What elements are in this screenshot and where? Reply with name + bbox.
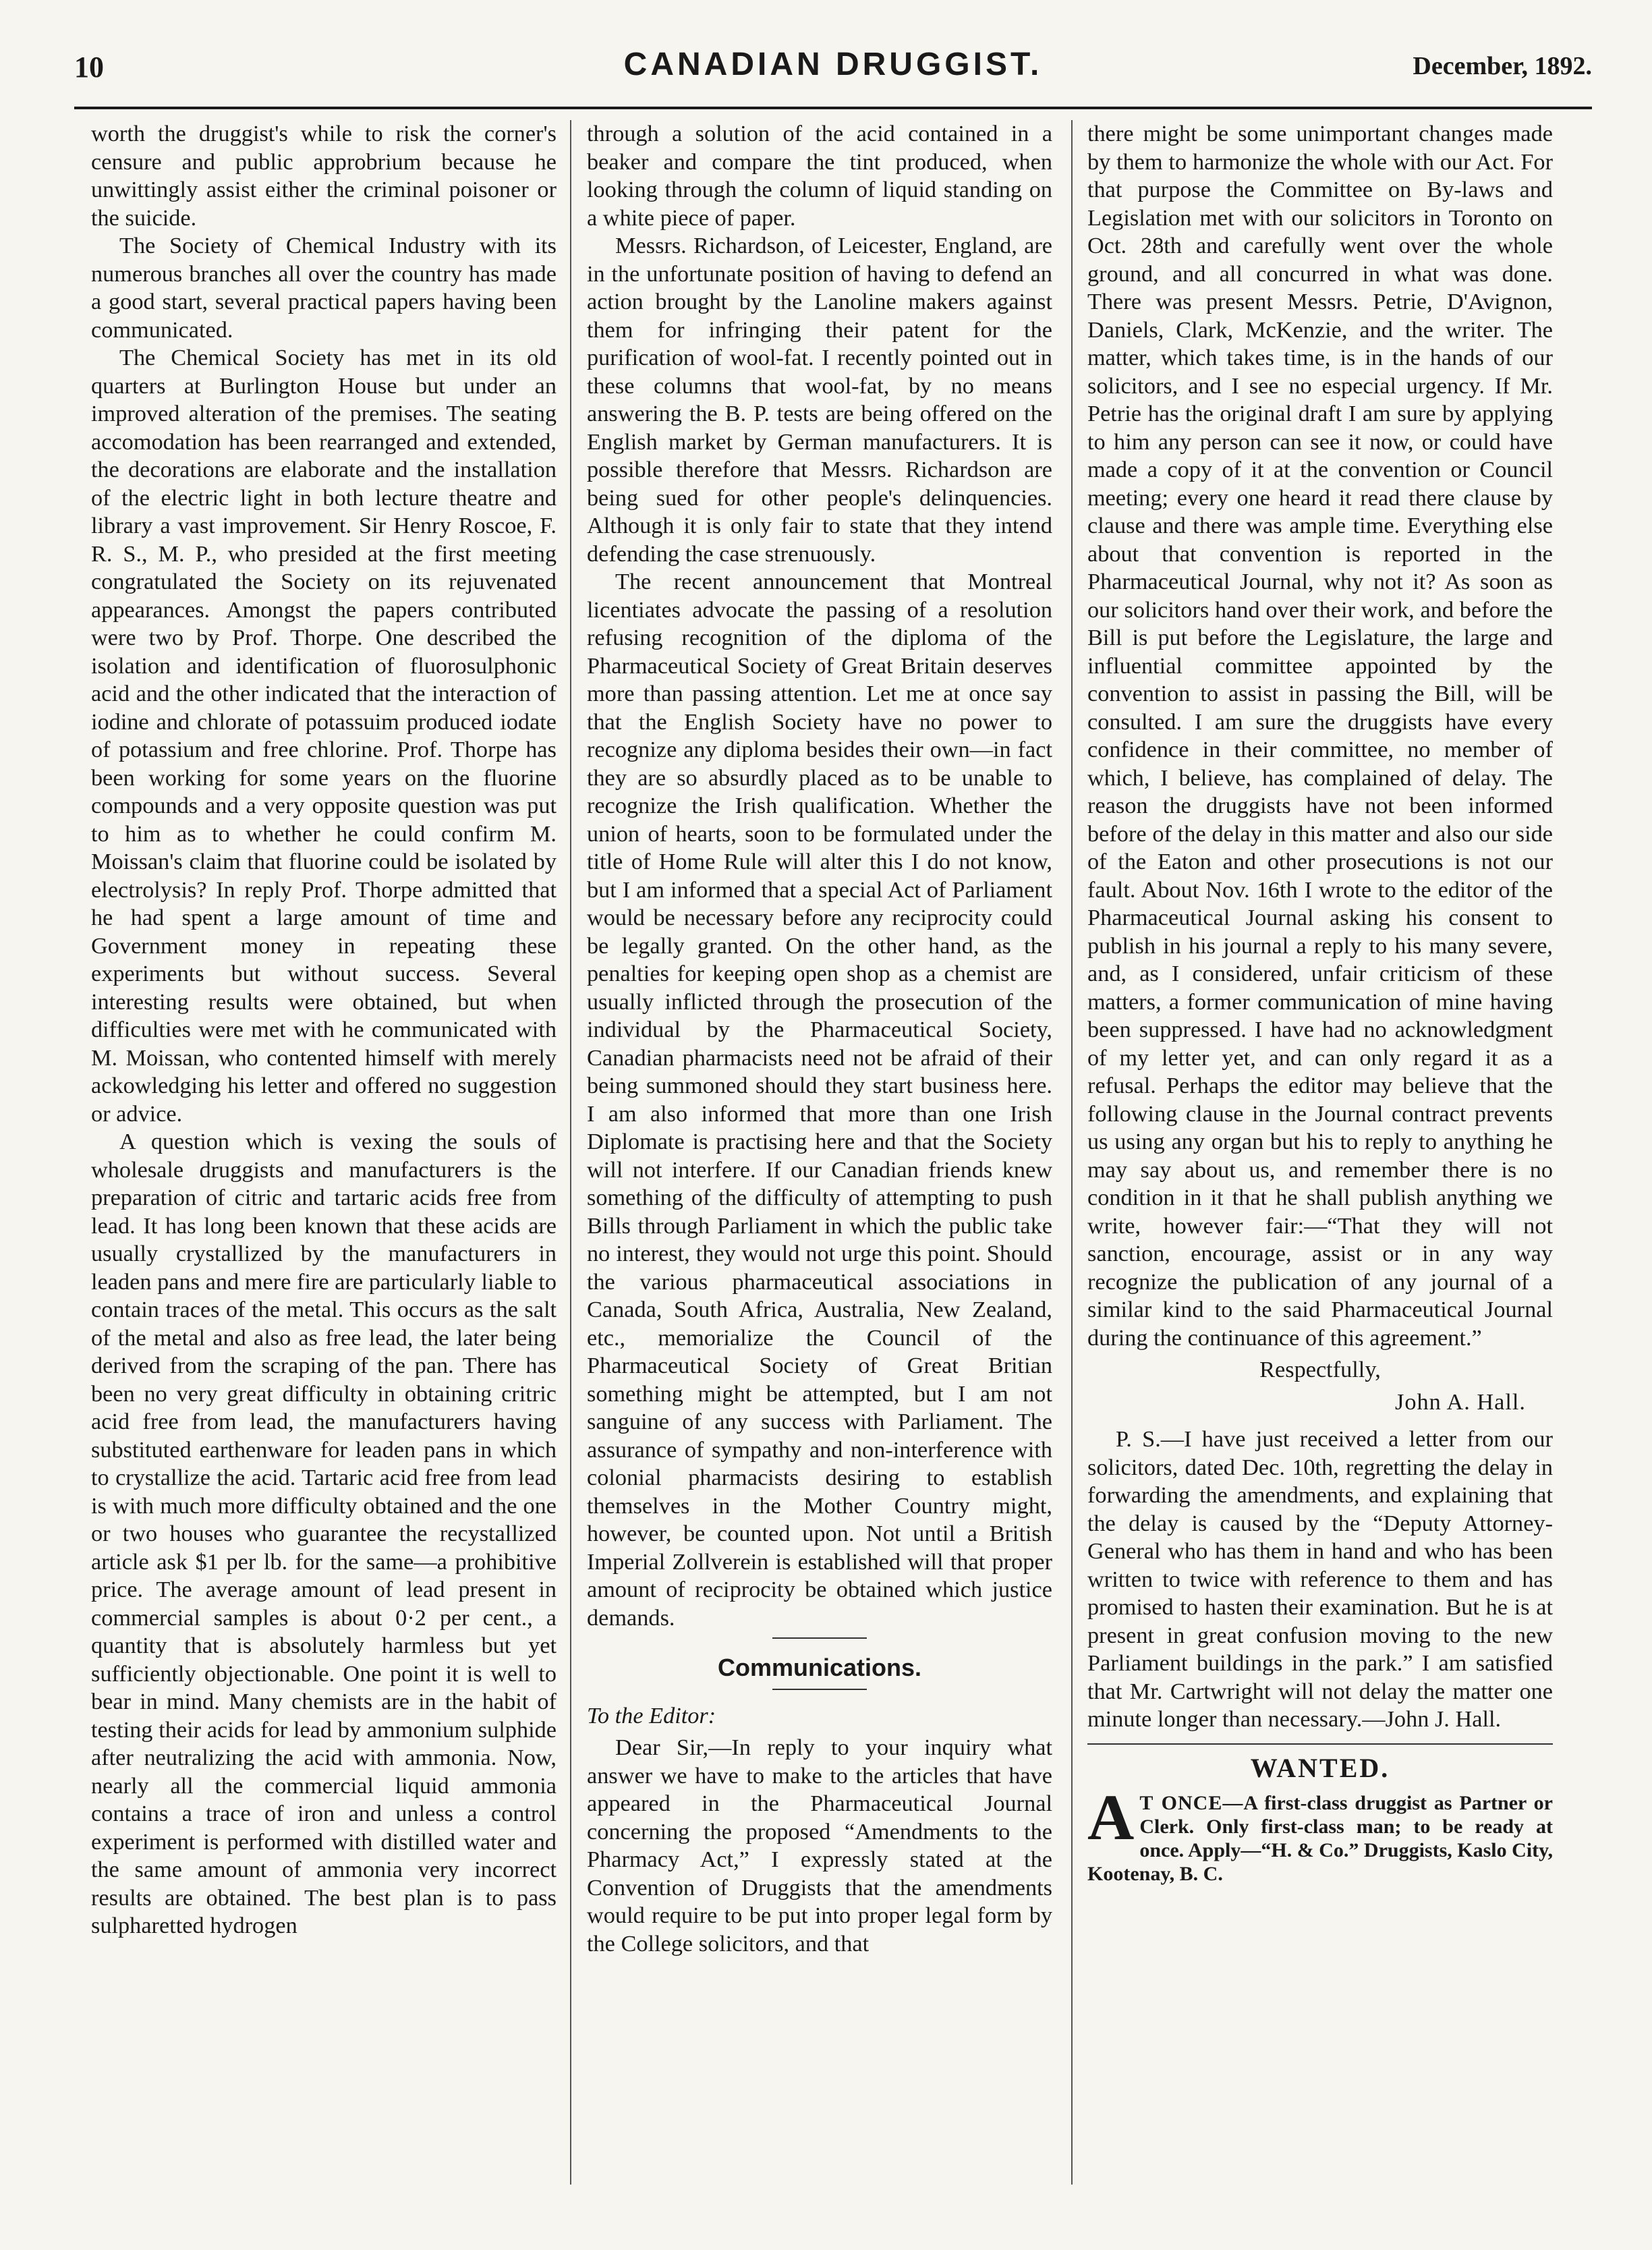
column-divider xyxy=(570,120,571,2185)
wanted-lead: T ONCE— xyxy=(1139,1792,1244,1814)
advert-rule xyxy=(1087,1743,1553,1745)
column-2 xyxy=(587,120,1052,2205)
column-1 xyxy=(91,120,557,2205)
paragraph: A question which is vexing the souls of wholesale druggists and manufacturers is the preparation of citric and tartaric acids free from lead. It has long been known that these acids are usually crystallized by the manufacturers in leaden pans and mere fire are particularly liable to contain traces of the metal. This occurs as the salt of the metal and also as free lead, the later being derived from the scraping of the pan. There has been no very great difficulty in obtaining critric acid free from lead, the manufacturers having substituted earthenware for leaden pans in which to crystallize the acid. Tartaric acid free from lead is with much more difficulty obtained and the one or two houses who guarantee the recystallized article ask $1 per lb. for the same—a prohibitive price. The average amount of lead present in commercial samples is about 0·2 per cent., a quantity that is absolutely harmless but yet sufficiently objectionable. One point it is well to bear in mind. Many chemists are in the habit of testing their acids for lead by ammonium sulphide after neutralizing the acid with ammonia. Now, nearly all the commercial liquid ammonia contains a trace of iron and unless a control experiment is performed with distilled water and the same amount of ammonia very incorrect results are obtained. The best plan is to pass sulpharetted hydrogen xyxy=(91,1129,557,1938)
wanted-text: A first-class druggist as Partner or Clerk. Only first-class man; to be ready at once. Apply—“H. & Co.” Druggists, Kaslo City, Kootenay, B. C. xyxy=(1087,1792,1553,1885)
drop-cap: A xyxy=(1087,1781,1135,1853)
paragraph: through a solution of the acid contained in a beaker and compare the tint produced, when looking through the column of liquid standing on a white piece of paper. xyxy=(587,121,1052,231)
issue-date: December, 1892. xyxy=(1413,52,1592,80)
paragraph: The Chemical Society has met in its old quarters at Burlington House but under an improved alteration of the premises. The seating accomodation has been rearranged and extended, the decorations are elaborate and the installation of the electric light in both lecture theatre and library a vast improvement. Sir Henry Roscoe, F. R. S., M. P., who presided at the first meeting congratulated the Society on its rejuvenated appearances. Amongst the papers contributed were two by Prof. Thorpe. One described the isolation and identification of fluorosulphonic acid and the other indicated that the interaction of iodine and chlorate of potassuim produced iodate of potassium and free chlorine. Prof. Thorpe has been working for some years on the fluorine compounds and a very opposite question was put to him as to whether he could confirm M. Moissan's claim that fluorine could be isolated by electrolysis? In reply Prof. Thorpe admitted that he had spent a large amount of time and Government money in repeating these experiments but without success. Several interesting results were obtained, but when difficulties were met with he communicated with M. Moissan, who contented himself with merely ackowledging his letter and offered no suggestion or advice. xyxy=(91,345,557,1127)
section-rule xyxy=(772,1689,867,1690)
masthead-title: CANADIAN DRUGGIST. xyxy=(623,47,1043,82)
letter-closing: Respectfully, xyxy=(1259,1357,1381,1382)
header-rule xyxy=(74,107,1592,109)
communications-heading: Communications. xyxy=(717,1654,922,1681)
paragraph: The recent announcement that Montreal licentiates advocate the passing of a resolution refusing recognition of the diploma of the Pharmaceutical Society of Great Britain deserves more than passing attention. Let me at once say that the English Society have no power to recognize any diploma besides their own—in fact they are so absurdly placed as to be unable to recognize the Irish qualification. Whether the union of hearts, soon to be formulated under the title of Home Rule will alter this I do not know, but I am informed that a special Act of Parliament would be necessary before any reciprocity could be legally granted. On the other hand, as the penalties for keeping open shop as a chemist are usually inflicted through the prosecution of the individual by the Pharmaceutical Society, Canadian pharmacists need not be afraid of their being summoned should they start business here. I am also informed that more than one Irish Diplomate is practising here and that the Society will not interfere. If our Canadian friends knew something of the difficulty of attempting to push Bills through Parliament in which the public take no interest, they would not urge this point. Should the various pharmaceutical associations in Canada, South Africa, Australia, New Zealand, etc., memorialize the Council of the Pharmaceutical Society of Great Britian something might be attempted, but I am not sanguine of any success with Parliament. The assurance of sympathy and non-interference with colonial pharmacists desiring to establish themselves in the Mother Country might, however, be counted upon. Not until a British Imperial Zollverein is established will that proper amount of reciprocity be obtained which justice demands. xyxy=(587,569,1052,1631)
column-divider xyxy=(1071,120,1073,2185)
page-number: 10 xyxy=(74,51,104,84)
page-header xyxy=(74,45,1592,105)
letter-salutation: To the Editor: xyxy=(587,1702,716,1728)
letter-opening: Dear Sir,—In reply to your inquiry what answer we have to make to the articles that have appeared in the Pharmaceutical Journal concerning the proposed “Amendments to the Pharmacy Act,” I expressly stated at the Convention of Druggists that the amendments would require to be put into proper legal form by the College solicitors, and that xyxy=(587,1735,1052,1957)
column-3 xyxy=(1087,120,1553,2205)
paragraph: there might be some unimportant changes made by them to harmonize the whole with our Act. For that purpose the Committee on By-laws and Legislation met with our solicitors in Toronto on Oct. 28th and carefully went over the whole ground, and all concurred in what was done. There was present Messrs. Petrie, D'Avignon, Daniels, Clark, McKenzie, and the writer. The matter, which takes time, is in the hands of our solicitors, and I see no especial urgency. If Mr. Petrie has the original draft I am sure by applying to him any person can see it now, or could have made a copy of it at the convention or Council meeting; every one heard it read there clause by clause and there was ample time. Everything else about that convention is reported in the Pharmaceutical Journal, why not it? As soon as our solicitors hand over their work, and before the Bill is put before the Legislature, the large and influential committee appointed by the convention to assist in passing the Bill, will be consulted. I am sure the druggists have every confidence in their committee, no member of which, I believe, has complained of delay. The reason the druggists have not been informed before of the delay in this matter and also our side of the Eaton and other prosecutions is not our fault. About Nov. 16th I wrote to the editor of the Pharmaceutical Journal asking his consent to publish in his journal a reply to his many severe, and, as I considered, unfair criticism of these matters, a former communication of mine having been suppressed. I have had no acknowledgment of my letter yet, and can only regard it as a refusal. Perhaps the editor may believe that the following clause in the Journal contract prevents us using any organ but his to reply to anything he may say about us, and remember there is no condition in it that he shall publish anything we write, however fair:—“That they will not sanction, encourage, assist or in any way recognize the publication of any journal of a similar kind to the said Pharmaceutical Journal during the continuance of this agreement.” xyxy=(1087,121,1553,1351)
wanted-advert xyxy=(1087,1781,1553,1886)
paragraph: The Society of Chemical Industry with its numerous branches all over the country has made a good start, several practical papers having been communicated. xyxy=(91,233,557,343)
wanted-heading: WANTED. xyxy=(1250,1752,1390,1783)
paragraph: worth the druggist's while to risk the corner's censure and public approbrium because he unwittingly assist either the criminal poisoner or the suicide. xyxy=(91,121,557,231)
paragraph: Messrs. Richardson, of Leicester, England, are in the unfortunate position of having to defend an action brought by the Lanoline makers against them for infringing their patent for the purification of wool-fat. I recently pointed out in these columns that wool-fat, by no means answering the B. P. tests are being offered on the English market by German manufacturers. It is possible therefore that Messrs. Richardson are being sued for other people's delinquencies. Although it is only fair to state that they intend defending the case strenuously. xyxy=(587,233,1052,567)
letter-signature: John A. Hall. xyxy=(1394,1388,1526,1415)
section-rule xyxy=(772,1637,867,1639)
postscript: P. S.—I have just received a letter from our solicitors, dated Dec. 10th, regretting the delay in forwarding the amendments, and explaining that the delay is caused by the “Deputy Attorney-General who has them in hand and who has been written to twice with reference to them and has promised to hasten their examination. But he is at present in great confusion moving to the new Parliament buildings in the park.” I am satisfied that Mr. Cartwright will not delay the matter one minute longer than necessary.—John J. Hall. xyxy=(1087,1426,1553,1732)
